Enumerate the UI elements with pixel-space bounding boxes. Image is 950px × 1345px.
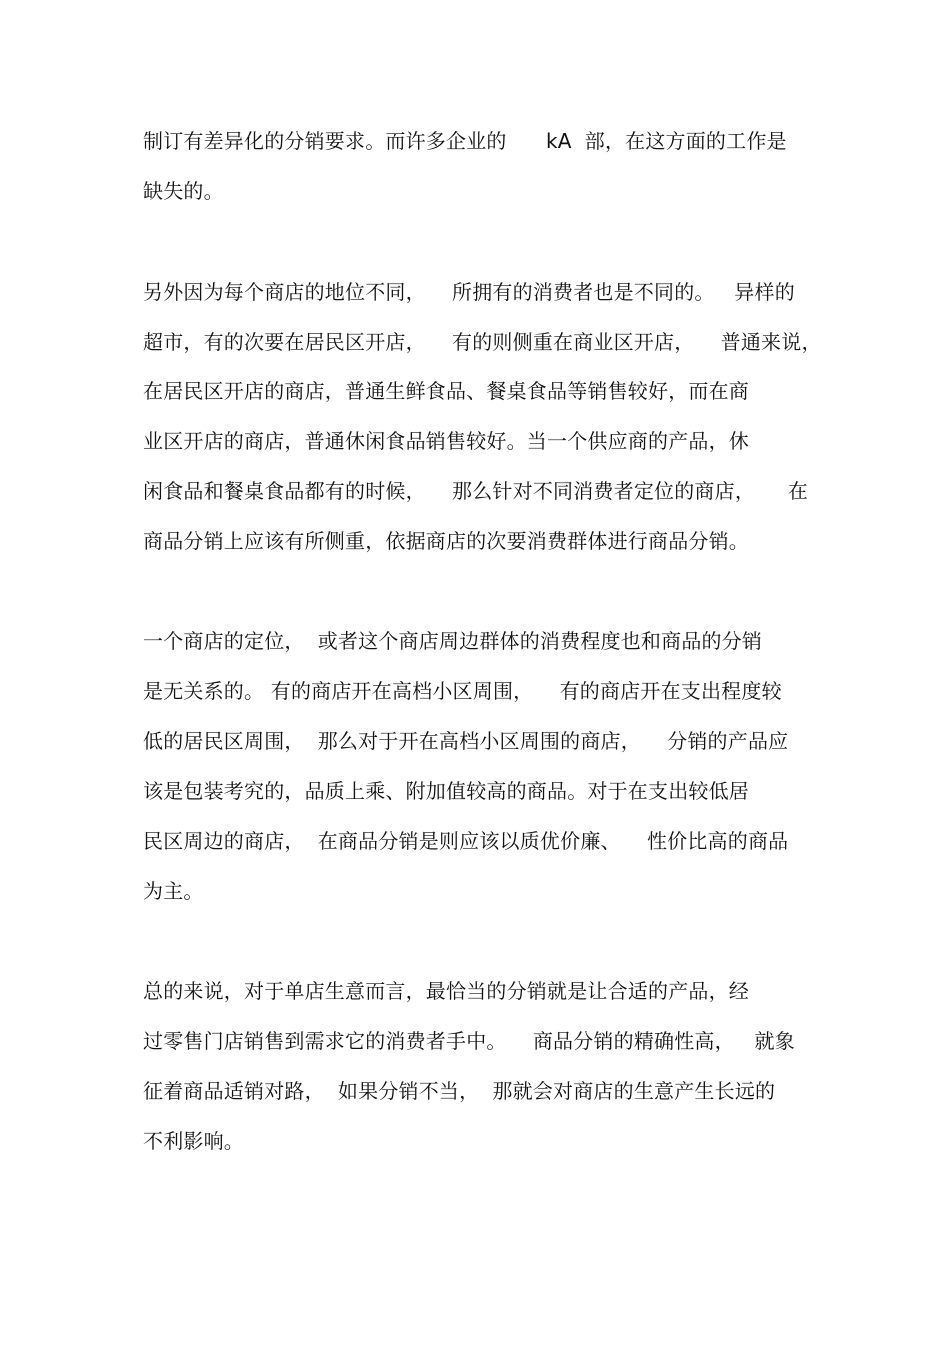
- text-line: 为主。: [143, 879, 204, 903]
- text-line: 不利影响。: [143, 1129, 244, 1153]
- text-line: 缺失的。: [143, 179, 224, 203]
- text-line: 超市，有的次要在居民区开店， 有的则侧重在商业区开店， 普通来说，: [143, 330, 822, 354]
- text-line: 低的居民区周围， 那么对于开在高档小区周围的商店， 分销的产品应: [143, 729, 789, 753]
- text-line: 征着商品适销对路， 如果分销不当， 那就会对商店的生意产生长远的: [143, 1079, 776, 1103]
- text-line: 业区开店的商店，普通休闲食品销售较好。当一个供应商的产品，休: [143, 429, 749, 453]
- text-line: 过零售门店销售到需求它的消费者手中。 商品分销的精确性高， 就象: [143, 1029, 795, 1053]
- text-line: 是无关系的。 有的商店开在高档小区周围， 有的商店开在支出程度较: [143, 679, 782, 703]
- text-line: 商品分销上应该有所侧重，依据商店的次要消费群体进行商品分销。: [143, 529, 749, 553]
- text-line: 制订有差异化的分销要求。而许多企业的 kA 部，在这方面的工作是: [143, 129, 787, 153]
- text-line: 一个商店的定位， 或者这个商店周边群体的消费程度也和商品的分销: [143, 629, 763, 653]
- text-line: 在居民区开店的商店，普通生鲜食品、餐桌食品等销售较好，而在商: [143, 379, 749, 403]
- text-line: 另外因为每个商店的地位不同， 所拥有的消费者也是不同的。 异样的: [143, 280, 795, 304]
- text-line: 总的来说，对于单店生意而言，最恰当的分销就是让合适的产品，经: [143, 979, 749, 1003]
- text-line: 该是包装考究的，品质上乘、附加值较高的商品。对于在支出较低居: [143, 779, 749, 803]
- text-line: 闲食品和餐桌食品都有的时候， 那么针对不同消费者定位的商店， 在: [143, 479, 809, 503]
- text-line: 民区周边的商店， 在商品分销是则应该以质优价廉、 性价比高的商品: [143, 829, 789, 853]
